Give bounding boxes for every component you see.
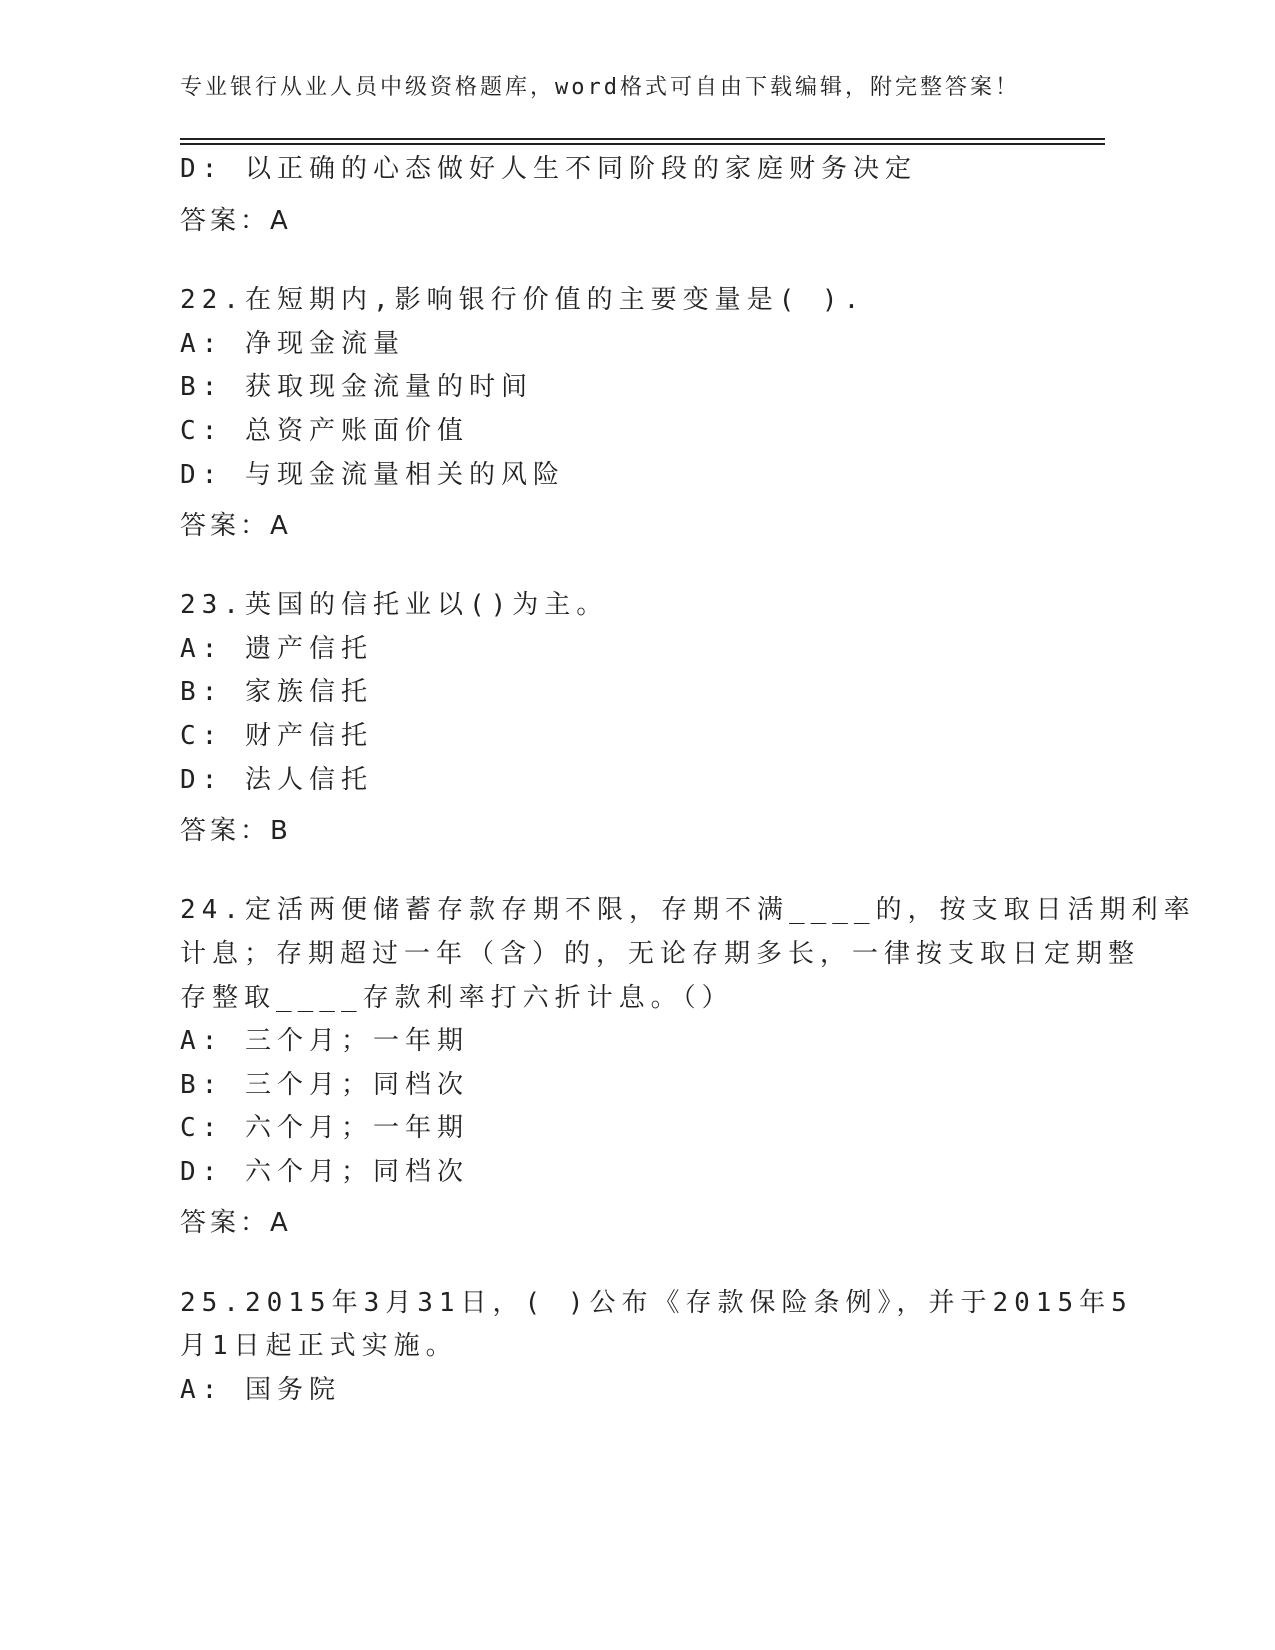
q23-stem: 23.英国的信托业以()为主。 — [180, 590, 609, 620]
q22-option-d: D: 与现金流量相关的风险 — [180, 460, 565, 490]
q23-option-a: A: 遗产信托 — [180, 634, 373, 664]
prev-answer: 答案：A — [180, 206, 292, 236]
q24-option-c: C: 六个月；一年期 — [180, 1113, 469, 1143]
q25-stem-line1: 25.2015年3月31日，( )公布《存款保险条例》，并于2015年5 — [180, 1288, 1133, 1318]
q23-option-c: C: 财产信托 — [180, 721, 373, 751]
q22-option-a: A: 净现金流量 — [180, 329, 405, 359]
header-rule-bottom — [180, 143, 1105, 145]
q24-stem-line1: 24.定活两便储蓄存款存期不限，存期不满____的，按支取日活期利率 — [180, 895, 1196, 925]
q23-option-d: D: 法人信托 — [180, 765, 373, 795]
q23-option-b: B: 家族信托 — [180, 677, 373, 707]
page-header: 专业银行从业人员中级资格题库，word格式可自由下载编辑，附完整答案！ — [180, 75, 1020, 100]
q24-option-d: D: 六个月；同档次 — [180, 1157, 469, 1187]
q25-option-a: A: 国务院 — [180, 1375, 341, 1405]
q24-stem-line3: 存整取____存款利率打六折计息。（） — [180, 983, 734, 1013]
q24-stem-line2: 计息；存期超过一年（含）的，无论存期多长，一律按支取日定期整 — [180, 939, 1141, 969]
prev-option-d: D: 以正确的心态做好人生不同阶段的家庭财务决定 — [180, 154, 917, 184]
q25-stem-line2: 月1日起正式实施。 — [180, 1331, 458, 1361]
q22-answer: 答案：A — [180, 511, 292, 541]
q22-stem: 22.在短期内,影响银行价值的主要变量是( ). — [180, 285, 866, 315]
header-rule-top — [180, 138, 1105, 140]
q24-option-b: B: 三个月；同档次 — [180, 1070, 469, 1100]
q22-option-b: B: 获取现金流量的时间 — [180, 372, 533, 402]
q22-option-c: C: 总资产账面价值 — [180, 416, 469, 446]
q24-answer: 答案：A — [180, 1208, 292, 1238]
q23-answer: 答案：B — [180, 816, 292, 846]
q24-option-a: A: 三个月；一年期 — [180, 1026, 469, 1056]
